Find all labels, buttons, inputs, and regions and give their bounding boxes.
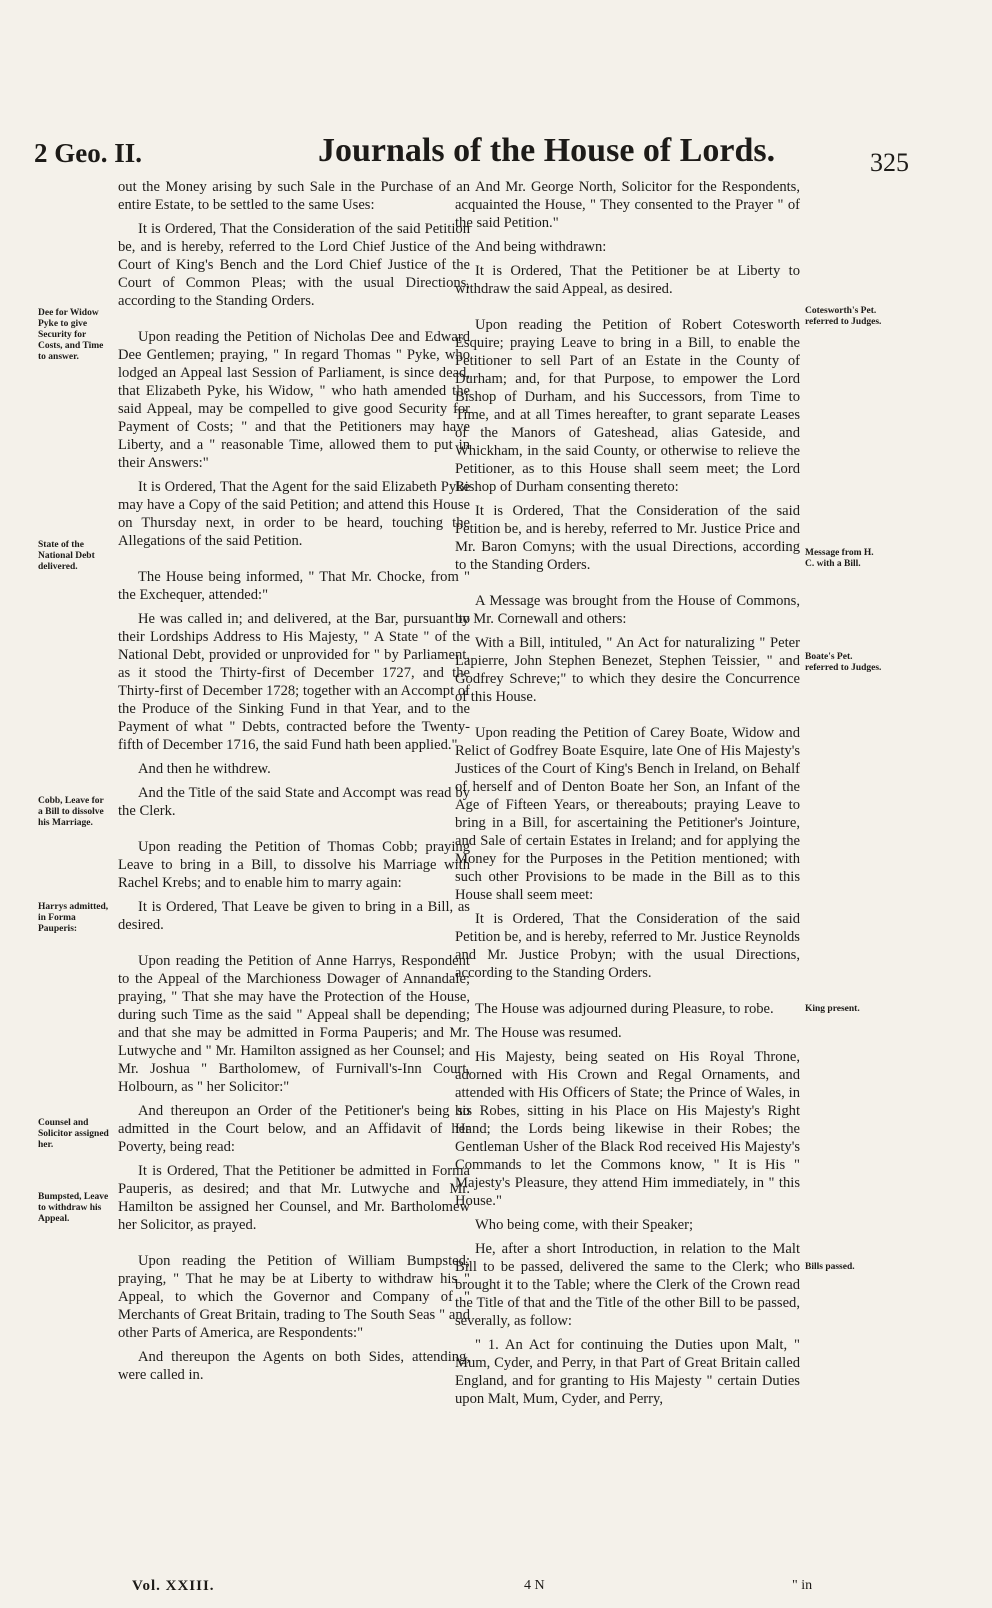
sheet-signature: 4 N bbox=[524, 1578, 545, 1593]
paragraph: It is Ordered, That the Consideration of the said Petition be, and is hereby, referred to Mr. Justice Reynolds and Mr. Justice Probyn; with the usual Directions, according to the Standing Orders. bbox=[455, 911, 800, 981]
paragraph: It is Ordered, That the Petitioner be at Liberty to withdraw the said Appeal, as desired. bbox=[455, 263, 800, 297]
margin-note-harrys: Harrys admitted, in Forma Pauperis: bbox=[38, 902, 109, 934]
paragraph: A Message was brought from the House of Commons, by Mr. Cornewall and others: bbox=[455, 593, 800, 627]
paragraph: And thereupon the Agents on both Sides, attending, were called in. bbox=[118, 1349, 470, 1383]
paragraph: And the Title of the said State and Accompt was read by the Clerk. bbox=[118, 785, 470, 819]
paragraph: Upon reading the Petition of Thomas Cobb; praying Leave to bring in a Bill, to dissolve his Marriage with Rachel Krebs; and to enable him to marry again: bbox=[118, 839, 470, 891]
paragraph: It is Ordered, That the Petitioner be admitted in Forma Pauperis, as desired; and that Mr. Lutwyche and Mr. Hamilton be assigned her Counsel, and Mr. Bartholomew her Solicitor, as prayed. bbox=[118, 1163, 470, 1233]
paragraph: He was called in; and delivered, at the Bar, pursuant to their Lordships Address to His Majesty, " A State " of the National Debt, provided or unprovided for " by Parliament, as it stood the Thirty-first of December 1727, and the Thirty-first of December 1728; together with an Accompt of the Produce of the Sinking Fund in that Year, and to the Payment of what " Debts, contracted before the Twenty-fifth of December 1716, the said Fund hath been applied." bbox=[118, 611, 470, 753]
paragraph: The House was adjourned during Pleasure, to robe. bbox=[475, 1001, 774, 1017]
paragraph: Upon reading the Petition of Nicholas Dee and Edward Dee Gentlemen; praying, " In regard Thomas " Pyke, who lodged an Appeal last Session of Parliament, is since dead, that Elizabeth Pyke, his Widow, " who hath amended the said Appeal, may be compelled to give good Security for Payment of Costs; " and that the Petitioners may have Liberty, and a " reasonable Time, allowed them to put in their Answers:" bbox=[118, 329, 470, 471]
paragraph: The House being informed, " That Mr. Chocke, from " the Exchequer, attended:" bbox=[118, 569, 470, 603]
paragraph: Upon reading the Petition of Carey Boate, Widow and Relict of Godfrey Boate Esquire, late One of His Majesty's Justices of the Court of King's Bench in Ireland, on Behalf of herself and of Denton Boate her Son, an Infant of the Age of Fifteen Years, or thereabouts; praying Leave to bring in a Bill, for ascertaining the Petitioner's Jointure, and Sale of certain Estates in Ireland; and for applying the Money for the Purposes in the Petition mentioned; with such other Provisions to be made in the Bill as to this House shall seem meet: bbox=[455, 725, 800, 903]
right-column bbox=[455, 178, 800, 1414]
margin-note-dee: Dee for Widow Pyke to give Security for Costs, and Time to answer. bbox=[38, 308, 104, 362]
paragraph: And Mr. George North, Solicitor for the Respondents, acquainted the House, " They consented to the Prayer " of the said Petition." bbox=[455, 179, 800, 231]
margin-note-bumpsted: Bumpsted, Leave to withdraw his Appeal. bbox=[38, 1192, 109, 1224]
paragraph: It is Ordered, That the Agent for the said Elizabeth Pyke may have a Copy of the said Petition; and attend this House on Thursday next, in order to be heard, touching the Allegations of the said Petition. bbox=[118, 479, 470, 549]
page-number: 325 bbox=[870, 148, 909, 177]
paragraph: It is Ordered, That the Consideration of the said Petition be, and is hereby, referred to the Lord Chief Justice of the Court of King's Bench and the Lord Chief Justice of the Court of Common Pleas; with the usual Directions, according to the Standing Orders. bbox=[118, 221, 470, 309]
paragraph: " 1. An Act for continuing the Duties upon Malt, " Mum, Cyder, and Perry, in that Part of Great Britain called England, and for granting to His Majesty " certain Duties upon Malt, Mum, Cyder, and Perry, bbox=[455, 1337, 800, 1407]
margin-note-counsel: Counsel and Solicitor assigned her. bbox=[38, 1118, 109, 1150]
paragraph: With a Bill, intituled, " An Act for naturalizing " Peter Lapierre, John Stephen Benezet, Stephen Teissier, " and Godfrey Schreve;" to which they desire the Concurrence of this House. bbox=[455, 635, 800, 705]
paragraph: Upon reading the Petition of Anne Harrys, Respondent to the Appeal of the Marchioness Dowager of Annandale; praying, " That she may have the Protection of the House, during such Time as the said " Appeal shall be depending; and that she may be admitted in Forma Pauperis; and Mr. Lutwyche and " Mr. Hamilton assigned as her Counsel; and Mr. Joshua " Bartholomew, of Furnivall's-Inn Court, Holbourn, as " her Solicitor:" bbox=[118, 953, 470, 1095]
paragraph: It is Ordered, That Leave be given to bring in a Bill, as desired. bbox=[118, 899, 470, 933]
margin-note-message: Message from H. C. with a Bill. bbox=[805, 548, 874, 569]
page-title: Journals of the House of Lords. bbox=[318, 132, 776, 169]
margin-note-cobb: Cobb, Leave for a Bill to dissolve his Marriage. bbox=[38, 796, 104, 828]
catchword: " in bbox=[792, 1578, 813, 1593]
paragraph: It is Ordered, That the Consideration of the said Petition be, and is hereby, referred to Mr. Justice Price and Mr. Baron Comyns; with the usual Directions, according to the Standing Orders. bbox=[455, 503, 800, 573]
margin-note-king: King present. bbox=[805, 1004, 860, 1014]
paragraph: out the Money arising by such Sale in the Purchase of an entire Estate, to be settled to the same Uses: bbox=[118, 179, 470, 213]
paragraph: His Majesty, being seated on His Royal Throne, adorned with His Crown and Regal Ornaments, and attended with His Officers of State; the Prince of Wales, in his Robes, sitting in his Place on His Majesty's Right Hand; the Lords being likewise in their Robes; the Gentleman Usher of the Black Rod received His Majesty's Commands to let the Commons know, " It is His " Majesty's Pleasure, they attend Him immediately, in " this House." bbox=[455, 1049, 800, 1209]
paragraph: The House was resumed. bbox=[475, 1025, 622, 1041]
margin-note-boate: Boate's Pet. referred to Judges. bbox=[805, 652, 882, 673]
paragraph: Upon reading the Petition of William Bumpsted; praying, " That he may be at Liberty to withdraw his " Appeal, to which the Governor and Company of " Merchants of Great Britain, trading to The South Seas " and other Parts of America, are Respondents:" bbox=[118, 1253, 470, 1341]
left-column bbox=[118, 178, 470, 1390]
paragraph: And thereupon an Order of the Petitioner's being so admitted in the Court below, and an Affidavit of her Poverty, being read: bbox=[118, 1103, 470, 1155]
regnal-year: 2 Geo. II. bbox=[34, 138, 142, 168]
paragraph: Who being come, with their Speaker; bbox=[475, 1217, 694, 1233]
paragraph: And being withdrawn: bbox=[475, 239, 607, 255]
margin-note-debt: State of the National Debt delivered. bbox=[38, 540, 95, 572]
paragraph: Upon reading the Petition of Robert Cotesworth Esquire; praying Leave to bring in a Bill, to enable the Petitioner to sell Part of an Estate in the County of Durham; and, for that Purpose, to empower the Lord Bishop of Durham, and his Successors, from Time to Time, and at all Times hereafter, to grant separate Leases of the Manors of Gateshead, alias Gateside, and Whickham, in the said County, or otherwise to relieve the Petitioner, as to this House shall seem meet; the Lord Bishop of Durham consenting thereto: bbox=[455, 317, 800, 495]
margin-note-bills: Bills passed. bbox=[805, 1262, 855, 1272]
margin-note-cotesworth: Cotesworth's Pet. referred to Judges. bbox=[805, 306, 882, 327]
paragraph: He, after a short Introduction, in relation to the Malt Bill to be passed, delivered the same to the Clerk; who brought it to the Table; where the Clerk of the Crown read the Title of that and the Title of the other Bill to be passed, severally, as follow: bbox=[455, 1241, 800, 1329]
paragraph: And then he withdrew. bbox=[138, 761, 271, 777]
volume-signature: Vol. XXIII. bbox=[132, 1578, 215, 1594]
